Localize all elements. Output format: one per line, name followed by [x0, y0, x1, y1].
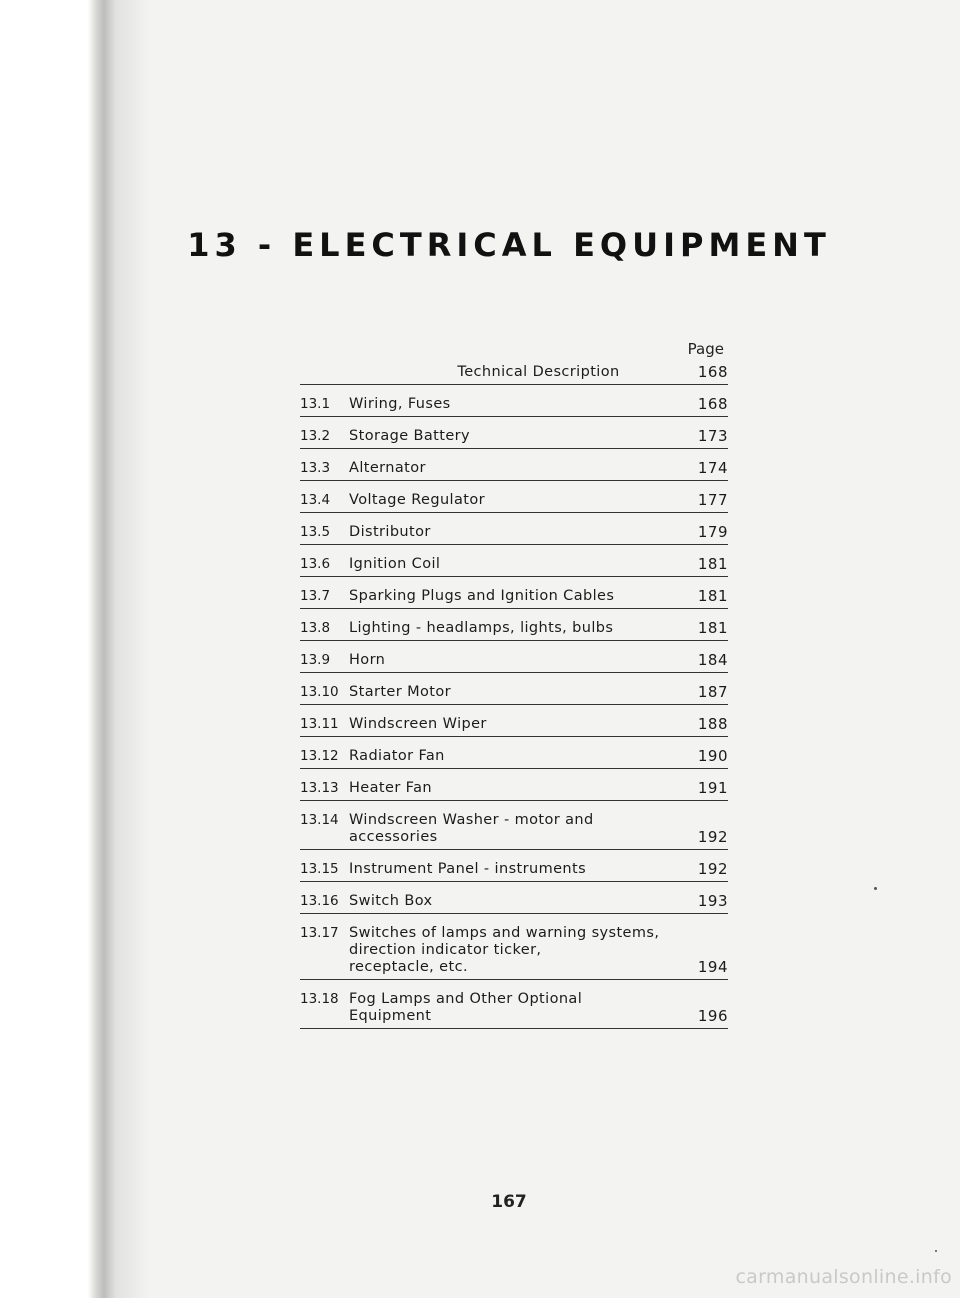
toc-entry-page: 181: [697, 587, 728, 605]
toc-entry-page: 190: [697, 747, 728, 765]
toc-entry: [300, 460, 728, 481]
toc-entry-page: 193: [697, 892, 728, 910]
toc-entry: [300, 364, 728, 385]
toc-entry-page: 184: [697, 651, 728, 669]
toc-entry: [300, 748, 728, 769]
toc-entry: [300, 684, 728, 705]
toc-entry: [300, 620, 728, 641]
toc-entry-title: Windscreen Wiper: [349, 716, 487, 732]
toc-entry: [300, 556, 728, 577]
toc-entry-title: Technical Description: [457, 364, 620, 380]
page-column-label: Page: [687, 340, 724, 358]
toc-entry: [300, 991, 728, 1029]
toc-entry-page: 192: [697, 828, 728, 846]
toc-entry: [300, 524, 728, 545]
toc-entry: [300, 428, 728, 449]
toc-entry: [300, 925, 728, 980]
toc-entry-number: 13.11: [300, 716, 339, 732]
dust-speck: [935, 1250, 937, 1252]
toc-entry-page: 191: [697, 779, 728, 797]
toc-entry: [300, 396, 728, 417]
toc-entry-title: Voltage Regulator: [349, 492, 485, 508]
toc-entry-number: 13.18: [300, 991, 339, 1007]
toc-entry-page: 181: [697, 619, 728, 637]
toc-entry-page: 174: [697, 459, 728, 477]
toc-entry-title: Switch Box: [349, 893, 433, 909]
toc-entry-page: 181: [697, 555, 728, 573]
toc-entry-page: 194: [697, 958, 728, 976]
toc-entry-title: Distributor: [349, 524, 431, 540]
toc-entry-page: 179: [697, 523, 728, 541]
toc-entry-number: 13.1: [300, 396, 331, 412]
toc-entry-number: 13.10: [300, 684, 339, 700]
toc-entry-number: 13.6: [300, 556, 331, 572]
toc-entry: [300, 716, 728, 737]
toc-entry-title: Fog Lamps and Other Optional Equipment: [349, 991, 583, 1024]
toc-entry-title: Alternator: [349, 460, 426, 476]
toc-entry: [300, 588, 728, 609]
watermark: carmanualsonline.info: [735, 1266, 952, 1288]
toc-entry-number: 13.9: [300, 652, 331, 668]
toc-entry: [300, 492, 728, 513]
page-spine-shadow: [0, 0, 150, 1298]
toc-entry-page: 168: [697, 395, 728, 413]
dust-speck: [874, 887, 877, 890]
toc-entry-page: 177: [697, 491, 728, 509]
toc-entry-title: Horn: [349, 652, 386, 668]
toc-entry-number: 13.3: [300, 460, 331, 476]
toc-entry: [300, 861, 728, 882]
toc-entry-title: Instrument Panel - instruments: [349, 861, 587, 877]
toc-entry-title: Switches of lamps and warning systems, direction indicator ticker, receptacle, etc.: [349, 925, 660, 975]
toc-entry-number: 13.2: [300, 428, 331, 444]
toc-entry: [300, 780, 728, 801]
toc-entry-title: Starter Motor: [349, 684, 452, 700]
toc-entry-title: Ignition Coil: [349, 556, 441, 572]
toc-entry-number: 13.13: [300, 780, 339, 796]
toc-entry-number: 13.7: [300, 588, 331, 604]
chapter-title: 13 - ELECTRICAL EQUIPMENT: [187, 226, 831, 264]
toc-entry: [300, 893, 728, 914]
toc-entry: [300, 812, 728, 850]
toc-entry-number: 13.17: [300, 925, 339, 941]
page-number: 167: [491, 1192, 527, 1212]
toc-entry-page: 168: [697, 363, 728, 381]
toc-entry-number: 13.14: [300, 812, 339, 828]
toc-entry-page: 187: [697, 683, 728, 701]
toc-entry-page: 173: [697, 427, 728, 445]
toc-entry-title: Wiring, Fuses: [349, 396, 451, 412]
toc-entry-title: Windscreen Washer - motor and accessories: [349, 812, 594, 845]
toc-entry-title: Heater Fan: [349, 780, 432, 796]
toc-entry-number: 13.4: [300, 492, 331, 508]
toc-entry-number: 13.15: [300, 861, 339, 877]
toc-entry-title: Storage Battery: [349, 428, 471, 444]
toc-entry-page: 192: [697, 860, 728, 878]
toc-entry-title: Lighting - headlamps, lights, bulbs: [349, 620, 614, 636]
toc-entry-page: 196: [697, 1007, 728, 1025]
toc-entry: [300, 652, 728, 673]
toc-entry-number: 13.8: [300, 620, 331, 636]
toc-entry-page: 188: [697, 715, 728, 733]
toc-entry-number: 13.5: [300, 524, 331, 540]
toc-entry-number: 13.12: [300, 748, 339, 764]
table-of-contents: [300, 340, 728, 1040]
toc-entry-title: Sparking Plugs and Ignition Cables: [349, 588, 615, 604]
toc-entry-title: Radiator Fan: [349, 748, 445, 764]
toc-entry-number: 13.16: [300, 893, 339, 909]
